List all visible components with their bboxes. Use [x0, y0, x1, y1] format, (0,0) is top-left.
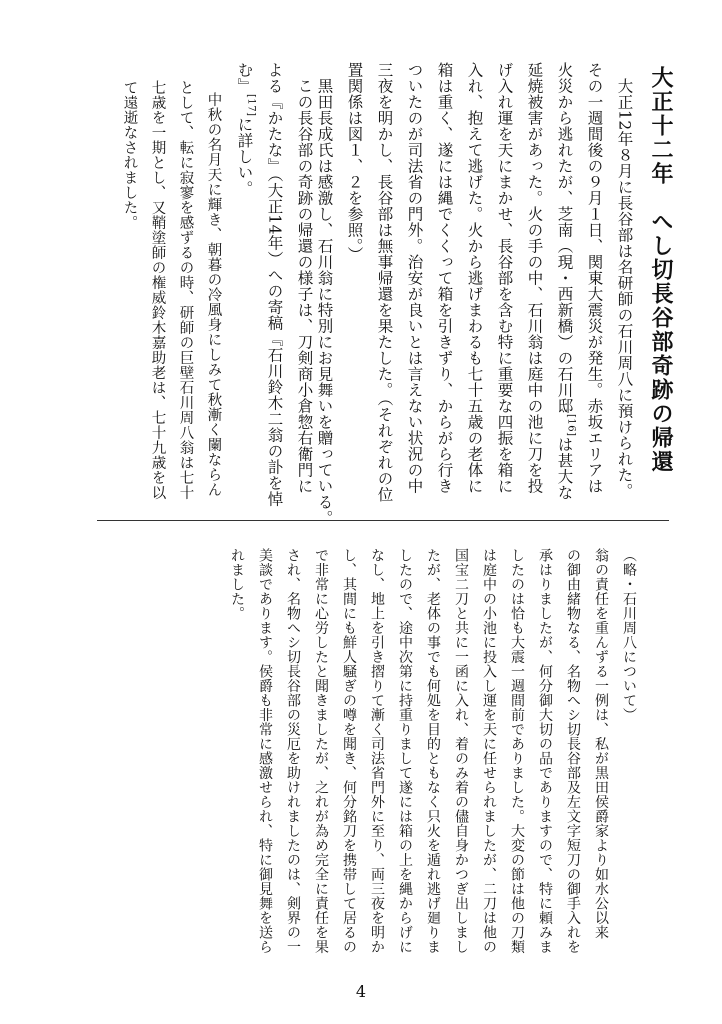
- quote-column: 美談であります。侯爵も非常に感激せられ、特に御見舞を送ら: [257, 548, 273, 954]
- body-column: よる『かたな』（大正14年）への寄稿『石川鈴木二翁の訃を悼: [265, 62, 284, 507]
- body-column: その一週間後の９月１日、関東大震災が発生。赤坂エリアは: [585, 62, 604, 494]
- body-column: 入れ、抱えて逃げた。火から逃げまわるも七十五歳の老体に: [465, 62, 484, 494]
- body-column: 大正12年８月に長谷部は名研師の石川周八に預けられた。: [615, 78, 634, 499]
- quote-column: で非常に心労したと聞きましたが、之れが為め完全に責任を果: [313, 548, 329, 954]
- page-number: 4: [355, 982, 367, 1001]
- body-column: む』[17]に詳しい。: [235, 62, 257, 197]
- quote-column: （略・石川周八について）: [621, 548, 637, 722]
- body-column: 置関係は図１、２を参照。）: [345, 62, 364, 263]
- body-column: げ入れ運を天にまかせ、長谷部を含む特に重要な四振を箱に: [495, 62, 514, 494]
- quote-column: 承はりましたが、何分御大切の品でありますので、特に頼みま: [537, 548, 553, 954]
- quote-column: し、其間にも鮮人騒ぎの噂を聞き、何分銘刀を携帯して居るの: [341, 548, 357, 954]
- body-column: この長谷部の奇跡の帰還の様子は、刀剣商小倉惣右衛門に: [295, 62, 314, 494]
- footnote-ref: [16]: [565, 414, 577, 437]
- quote-column: の御由緒物なる、名物へシ切長谷部及左文字短刀の御手入れを: [565, 548, 581, 954]
- body-column: 箱は重く、遂には縄でくくって箱を引きずり、からがら行き: [435, 62, 454, 494]
- quote-column: れました。: [229, 548, 245, 621]
- article-title: 大正十二年 へし切長谷部奇跡の帰還: [648, 66, 673, 474]
- quote-column: したので、途中次第に持重りまして遂には箱の上を縄からげに: [397, 548, 413, 954]
- quote-column: したのは恰も大震一週間前でありました。大変の節は他の刀類: [509, 548, 525, 954]
- body-column: 三夜を明かし、長谷部は無事帰還を果たした。（それぞれの位: [375, 62, 394, 503]
- footnote-ref: [17]: [245, 94, 257, 117]
- quote-column: 翁の責任を重んずる一例は、私が黒田侯爵家より如水公以来: [593, 548, 609, 940]
- body-column: 黒田長成氏は感激し、石川翁に特別にお見舞いを贈っている。: [315, 62, 334, 526]
- note-column: 七歳を一期とし、又鞘塗師の権威鈴木嘉助老は、七十九歳を以: [149, 80, 166, 500]
- quote-column: され、名物へシ切長谷部の災厄を助けれましたのは、剣界の一: [285, 548, 301, 954]
- body-column: ついたのが司法省の門外。治安が良いとは言えない状況の中: [405, 62, 424, 494]
- note-column: 中秋の名月天に輝き、朝暮の冷風身にしみて秋漸く闌ならん: [205, 92, 222, 497]
- quote-column: なし、地上を引き摺りて漸く司法省門外に至り、両三夜を明か: [369, 548, 385, 954]
- body-column: 火災から逃れたが、芝南（現・西新橋）の石川邸[16]は甚大な: [555, 62, 577, 501]
- body-column: 延焼被害があった。火の手の中、石川翁は庭中の池に刀を投: [525, 62, 544, 494]
- quote-column: 国宝二刀と共に一函に入れ、着のみ着の儘自身かつぎ出しまし: [453, 548, 469, 954]
- note-column: として、転に寂寥を感ずるの時、研師の巨壁石川周八翁は七十: [177, 80, 194, 500]
- note-column: て遠逝なされました。: [121, 80, 138, 230]
- quote-column: は庭中の小池に投入し運を天に任せられましたが、二刀は他の: [481, 548, 497, 954]
- section-divider: [97, 520, 669, 521]
- quote-column: たが、老体の事でも何処を目的ともなく只火を遁れ逃げ廻りま: [425, 548, 441, 954]
